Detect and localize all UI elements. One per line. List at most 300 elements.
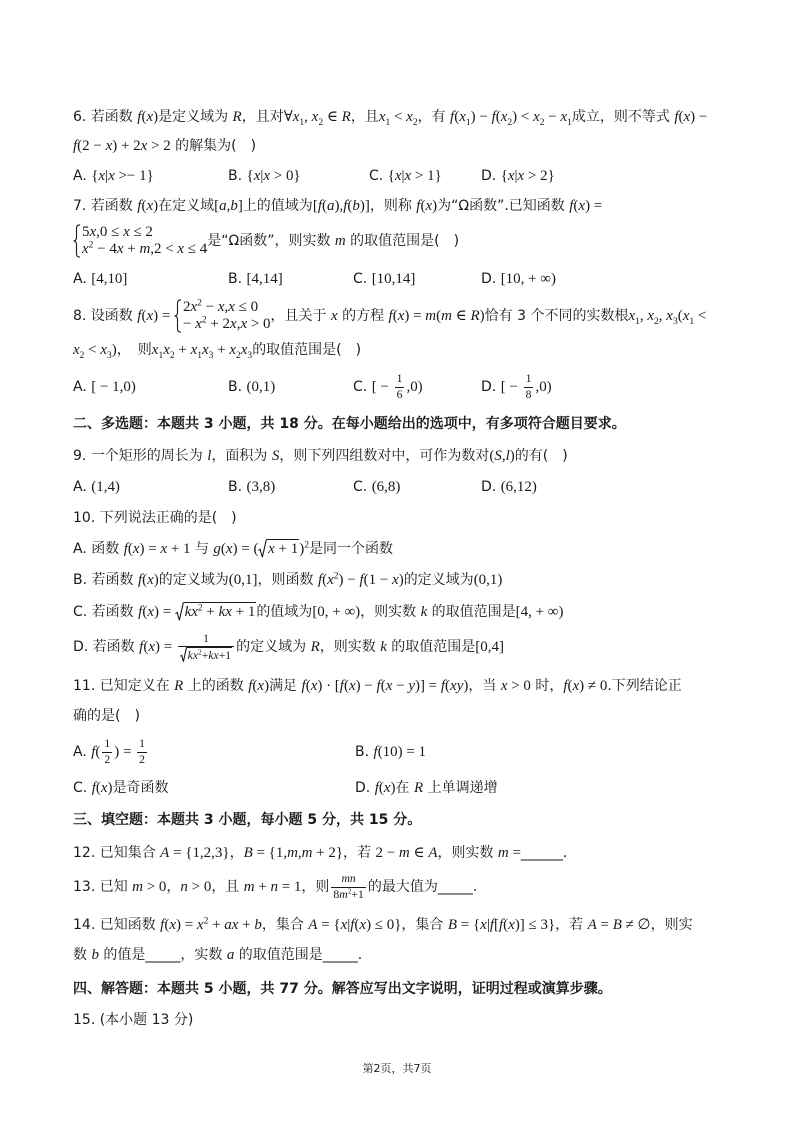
math-expression: f(x) = x [160,917,204,933]
math-expression: x + 1 [268,541,299,557]
radicand [187,647,232,663]
math-expression: x [163,342,170,358]
text-run: 12. 已知集合 [73,845,161,861]
math-expression: , x [639,308,655,324]
q6-option-a [73,166,154,186]
text-run: 的有( ) [514,448,568,464]
q7-option-b [228,269,283,289]
math-expression: ) − f(1 − x) [338,572,404,588]
text-run: 的解集为( ) [170,138,257,154]
text-run: ，面积为 [211,448,272,464]
text-run: ，则称 [369,198,417,214]
math-expression: 2x [183,299,198,315]
q10-option-b [73,570,502,590]
math-expression: [10,14] [371,271,416,287]
superscript: 2 [347,885,352,895]
math-expression: f(x) [374,780,396,796]
text-run: 的定义域为 [158,572,229,588]
math-expression: 8 [525,387,532,401]
q9-stem-line-1 [73,446,568,466]
subscript: 2 [654,316,659,327]
text-run: 上单调递增 [423,780,498,796]
section-multi-choice-heading: 二、多选题：本题共 3 小题，共 18 分。在每小题给出的选项中，有多项符合题目要求。 [73,416,626,432]
math-expression: (6,12) [500,479,537,495]
text-run: ，则下列四组数对中，可作为数对 [279,448,490,464]
text-run: ， [229,845,244,861]
math-expression: [4,10] [91,271,128,287]
q11-option-a [73,732,149,772]
text-run: C. [369,168,388,184]
square-root [175,602,256,621]
text-run: ，集合 [401,917,448,933]
math-expression: ) = [114,744,136,760]
math-expression: x [73,342,80,358]
text-run: 8. 设函数 [73,308,138,324]
section-answer-heading: 四、解答题：本题共 5 小题，共 77 分。解答应写出文字说明，证明过程或演算步骤。 [73,981,612,997]
fraction-numerator [524,372,534,387]
text-run: 的定义域为 [236,639,311,655]
math-expression: [a,b] [214,198,243,214]
text-run: 成立，则不等式 [571,109,675,125]
q8-option-b [228,367,275,407]
math-expression: x [378,109,386,125]
q8-options [73,367,723,407]
text-run: C. [353,271,372,287]
subscript: 1 [197,350,202,361]
math-expression: f(x) [137,198,159,214]
text-run: D. 若函数 [73,639,140,655]
math-expression: B = {x|f[f(x)] ≤ 3} [447,917,556,933]
text-run: B. [355,744,374,760]
superscript: 2 [201,315,207,326]
case-row [183,299,271,316]
section-fill-blank-heading: 三、填空题：本题共 3 小题，每小题 5 分，共 15 分。 [73,812,422,828]
text-run: ，当 [468,678,501,694]
math-expression: 1 [396,372,403,386]
text-run: ， [166,879,181,895]
q10-option-a [73,539,393,559]
math-expression: f(x) [248,678,270,694]
math-expression: 8m [333,887,348,901]
math-expression: + x [213,342,236,358]
math-expression: [4, + ∞) [515,604,564,620]
fraction [524,372,534,401]
text-run: D. [355,780,375,796]
math-expression: − x [183,316,202,332]
math-expression: (S,l) [489,448,515,464]
math-expression: R [232,109,242,125]
q6-option-c [369,166,442,186]
text-run: 满足 [269,678,302,694]
math-expression: ,0) [406,379,423,395]
fraction [395,372,405,401]
math-expression: f(x) = [137,308,175,324]
subscript: 1 [635,316,640,327]
math-expression: 2 − m ∈ A [375,845,438,861]
math-expression: kx [184,604,198,620]
text-run: 的取值范围是_____. [234,947,363,963]
math-expression: [0, + ∞) [312,604,361,620]
math-expression: f( [91,744,101,760]
text-run: 的最大值为_____. [367,879,478,895]
math-expression: ) [111,342,117,358]
math-expression: − x [544,109,568,125]
text-run: ，若 [555,917,588,933]
subscript: 1 [299,117,305,128]
math-expression: g(x) = ( [213,541,259,557]
math-expression: 1 [203,631,209,645]
superscript: 2 [197,603,203,614]
math-expression: A = B ≠ ∅ [587,917,651,933]
superscript: 2 [203,916,209,927]
math-expression: m [334,233,346,249]
subscript: 3 [672,316,678,327]
square-root [258,539,299,558]
subscript: 1 [158,350,164,361]
text-run: 14. 已知函数 [73,917,161,933]
fraction-denominator [137,753,147,767]
subscript: 2 [412,117,418,128]
superscript: 2 [198,647,202,657]
math-expression: f(2 − x) + 2x > 2 [73,138,171,154]
math-expression: k [420,604,428,620]
math-expression: [10, + ∞) [500,271,556,287]
math-expression: < [694,308,707,324]
text-run: D. [481,479,501,495]
piecewise-cases [73,221,207,261]
q11-stem-line-1 [73,676,682,696]
q7-options [73,269,723,289]
text-run: B. 若函数 [73,572,138,588]
q11-options-row-1 [73,732,723,772]
subscript: 2 [318,117,324,128]
text-run: D. [481,271,501,287]
q8-option-d [481,367,552,407]
math-expression: f(x) − [674,109,708,125]
text-run: ，则 [301,879,330,895]
text-run: ，则实数 [319,639,381,655]
math-expression: m + n = 1 [243,879,302,895]
text-run: 上的函数 [183,678,249,694]
math-expression: f(x) = m(m ∈ R) [388,308,485,324]
q9-option-c [353,477,400,497]
math-expression: 6 [396,387,403,401]
q9-option-a [73,477,120,497]
math-expression: m > 0 [132,879,167,895]
math-expression: n > 0 [180,879,212,895]
text-run: 7. 若函数 [73,198,138,214]
text-run: 的值是_____，实数 [98,947,227,963]
subscript: 3 [247,350,253,361]
square-root [180,647,232,663]
math-expression: +kx+1 [201,648,232,662]
subscript: 1 [567,117,572,128]
text-run: 10. 下列说法正确的是( ) [73,510,237,526]
text-run: ，且 [211,879,244,895]
math-expression: f(10) = 1 [373,744,427,760]
text-run: 是“Ω函数”，则实数 [207,233,335,249]
page-footer: 第2页，共7页 [362,1062,432,1075]
q11-options-row-2 [73,778,723,798]
q8-stem-line-1 [73,296,706,336]
math-expression: a [226,947,235,963]
fraction [178,632,234,663]
math-expression: + x [174,342,198,358]
text-run: 9. 一个矩形的周长为 [73,448,208,464]
math-expression: [ − 1,0) [91,379,136,395]
text-run: 与 [190,541,214,557]
text-run: C. [353,379,372,395]
q7-option-a [73,269,127,289]
math-expression: f(x) [416,198,438,214]
math-expression: 5x,0 ≤ x ≤ 2 [82,224,153,240]
text-run: A. [73,479,92,495]
math-expression: (0,1] [228,572,258,588]
math-expression: x [201,342,209,358]
math-expression: {x|x >− 1} [91,168,154,184]
q15-stem-line-1 [73,1010,193,1030]
text-run: A. 函数 [73,541,124,557]
subscript: 2 [79,350,85,361]
text-run: ，且关于 [270,308,331,324]
math-expression: − 4x + m,2 < x ≤ 4 [93,241,208,257]
text-run: 的取值范围是( ) [345,233,460,249]
text-run: ，有 [417,109,451,125]
math-expression: f(x) = x + 1 [123,541,191,557]
fraction [102,737,112,766]
q6-options [73,166,723,186]
math-expression: k [380,639,387,655]
fraction-numerator [102,737,112,752]
text-run: ，则实 [650,917,693,933]
text-run: A. [73,168,92,184]
math-expression: + 2x,x > 0 [206,316,271,332]
q8-stem-line-2 [73,340,361,360]
q9-options [73,477,723,497]
math-expression: +1 [351,887,364,901]
math-expression: + kx + 1 [202,604,256,620]
math-expression: < x [84,342,108,358]
fraction [137,737,147,766]
radical-sign-icon [175,602,184,621]
fraction-numerator [178,632,234,647]
text-run: A. [73,744,92,760]
q11-option-d [355,778,498,798]
subscript: 2 [539,117,545,128]
math-expression: 1 [525,372,532,386]
subscript: 1 [385,117,391,128]
text-run: 上的值域为 [242,198,313,214]
text-run: ，且对 [241,109,284,125]
math-expression: 2 [104,752,111,766]
text-run: 6. 若函数 [73,109,138,125]
text-run: .下列结论正 [607,678,682,694]
math-expression: x [82,241,89,257]
text-run: 确的是( ) [73,708,140,724]
q6-option-b [228,166,301,186]
math-expression: (0,1) [473,572,503,588]
subscript: 1 [689,316,695,327]
math-expression: < x [390,109,413,125]
math-expression: B = {1,m,m + 2} [243,845,344,861]
math-expression: (x [677,308,690,324]
text-run: ，且 [350,109,379,125]
text-run: 为“Ω函数”.已知函数 [437,198,570,214]
text-run: ，则函数 [257,572,318,588]
q10-option-c [73,602,563,622]
math-expression: f(x) [137,109,159,125]
math-expression: b [91,947,99,963]
math-expression: {x|x > 2} [500,168,555,184]
math-expression: (6,8) [371,479,401,495]
radical-sign-icon [180,647,187,663]
subscript: 2 [507,117,513,128]
q8-option-c [353,367,423,407]
case-row [183,316,271,333]
math-expression: R [174,678,184,694]
text-run: 时， [530,678,564,694]
q10-option-d [73,627,504,667]
superscript: 2 [197,298,202,309]
math-expression: f(x [450,109,466,125]
math-expression: f(x) ≠ 0 [563,678,608,694]
math-expression: f(x [317,572,334,588]
math-expression: ) < x [512,109,540,125]
fraction-denominator [178,647,234,663]
q11-stem-line-2 [73,706,140,726]
text-run: 13. 已知 [73,879,133,895]
math-expression: [ − [371,379,393,395]
subscript: 3 [208,350,214,361]
text-run: ______. [520,845,568,861]
math-expression: x [240,342,248,358]
math-expression: [4,14] [246,271,283,287]
math-expression: ,0) [535,379,552,395]
case-row [82,241,207,258]
left-brace-icon [73,224,81,258]
fraction [331,872,365,901]
q10-stem-line-1 [73,508,237,528]
math-expression: f(x) [91,780,113,796]
piecewise-cases [174,296,271,336]
q7-option-d [481,269,556,289]
fraction-denominator [102,753,112,767]
q8-option-a [73,367,136,407]
q9-option-d [481,477,537,497]
math-expression: (0,1) [246,379,276,395]
subscript: 3 [107,350,112,361]
q14-stem-line-2 [73,945,362,965]
q9-option-b [228,477,275,497]
text-run: B. [228,271,247,287]
superscript: 2 [333,571,339,582]
math-expression: {x|x > 1} [387,168,442,184]
text-run: B. [228,379,247,395]
fraction-denominator [331,885,365,902]
text-run: 是定义域为 [158,109,233,125]
text-run: D. [481,168,501,184]
text-run: 是奇函数 [112,780,169,796]
q12-stem-line-1 [73,843,567,863]
q7-stem-line-1 [73,196,602,216]
math-expression: , x [658,308,673,324]
subscript: 2 [169,350,175,361]
math-expression: ∀x [283,109,300,125]
text-run: 在 [395,780,414,796]
q6-stem-line-2 [73,136,256,156]
text-run: ， 则 [116,342,152,358]
superscript: 2 [88,240,94,251]
case-rows [82,224,207,258]
text-run: ，则实数 [360,604,421,620]
math-expression: ) − f(x [470,109,508,125]
math-expression: A = {1,2,3} [160,845,230,861]
q11-option-b [355,732,426,772]
math-expression: l [207,448,212,464]
text-run: 的方程 [337,308,389,324]
math-expression: A = {x|f(x) ≤ 0} [308,917,402,933]
q14-stem-line-1 [73,915,693,935]
radicand [184,602,257,621]
text-run: 15. (本小题 13 分) [73,1012,194,1028]
q7-stem-line-2 [73,221,459,261]
case-rows [183,299,271,333]
text-run: ，若 [343,845,376,861]
text-run: 是同一个函数 [308,541,393,557]
text-run: A. [73,379,92,395]
text-run: ，集合 [261,917,309,933]
math-expression: [ − [500,379,522,395]
math-expression: 1 [139,737,146,751]
text-run: 的取值范围是 [386,639,476,655]
radicand [267,539,299,558]
math-expression: + ax + b [208,917,262,933]
math-expression: kx [187,648,199,662]
math-expression: x [330,308,338,324]
text-run: A. [73,271,92,287]
text-run: C. 若函数 [73,604,139,620]
q6-option-d [481,166,555,186]
text-run: 的值域为 [256,604,313,620]
subscript: 1 [465,117,471,128]
case-row [82,224,207,241]
math-expression: x [151,342,159,358]
text-run: 的定义域为 [403,572,474,588]
text-run: 的取值范围是 [427,604,516,620]
math-expression: 2 [139,752,146,766]
text-run: 11. 已知定义在 [73,678,175,694]
fraction-denominator [524,388,534,402]
radical-sign-icon [258,539,267,558]
math-expression: f(x) = [139,639,176,655]
text-run: B. [228,479,247,495]
fraction-denominator [395,388,405,402]
q13-stem-line-1 [73,869,477,905]
left-brace-icon [174,299,182,333]
math-expression: mn [341,872,356,886]
subscript: 2 [236,350,241,361]
math-expression: f(x) = [138,604,175,620]
math-expression: f(x) = [569,198,603,214]
fraction-numerator [395,372,405,387]
text-run: C. [353,479,372,495]
text-run: 数 [73,947,92,963]
math-expression: [f(a),f(b)] [312,198,370,214]
superscript: 2 [304,540,309,551]
math-expression: ) [299,541,305,557]
fraction-numerator [137,737,147,752]
text-run: C. [73,780,92,796]
